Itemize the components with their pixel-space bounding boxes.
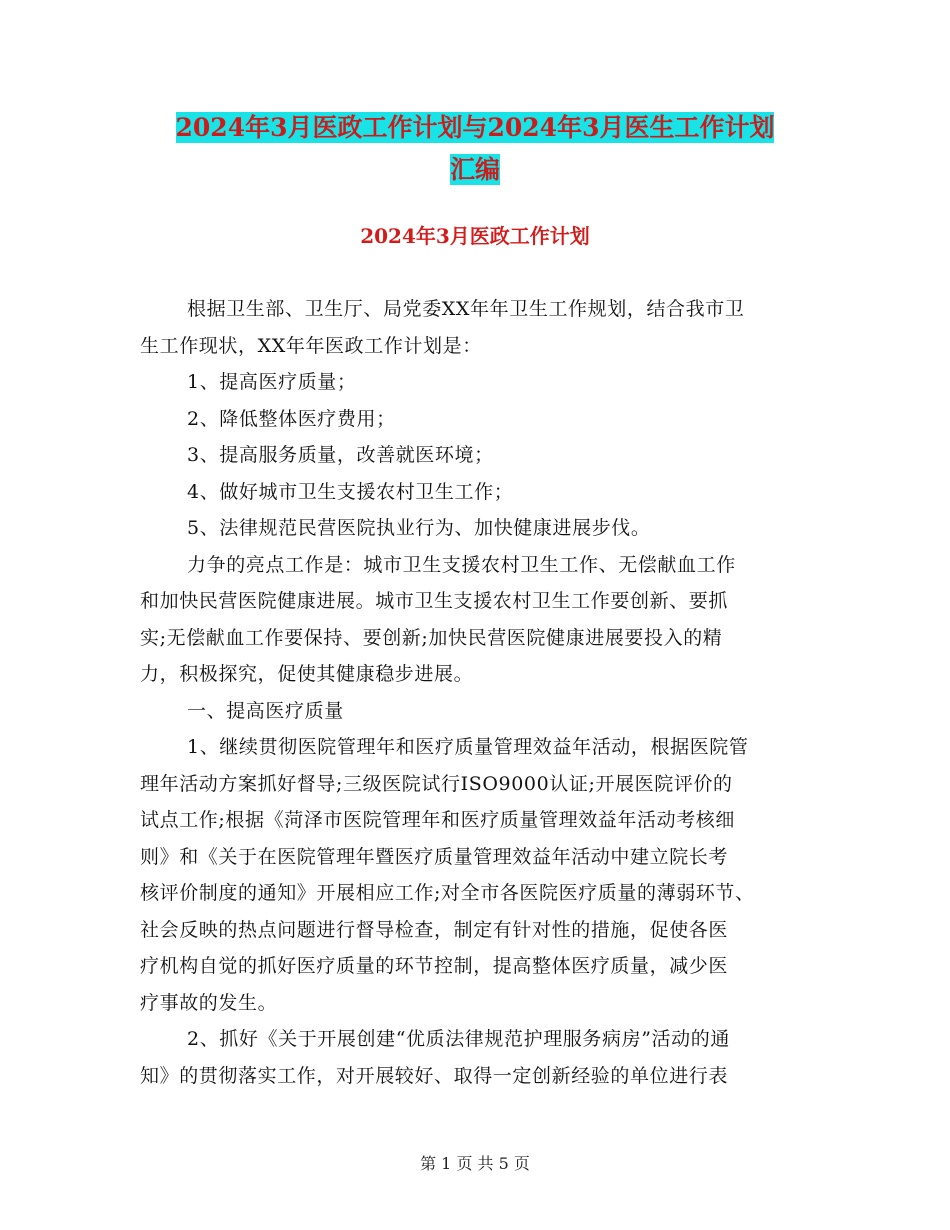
body-text-line: 5、法律规范民营医院执业行为、加快健康进展步伐。	[187, 517, 651, 539]
document-title-text: 2024年3月医政工作计划与2024年3月医生工作计划	[175, 113, 775, 142]
section-heading: 2024年3月医政工作计划	[360, 224, 590, 248]
body-text-line: 疗事故的发生。	[140, 991, 278, 1014]
document-title-text-continued: 汇编	[449, 155, 500, 184]
body-text-line: 和加快民营医院健康进展。城市卫生支援农村卫生工作要创新、要抓	[140, 590, 729, 612]
body-text-line: 一、提高医疗质量	[187, 699, 344, 722]
body-text-line: 理年活动方案抓好督导;三级医院试行ISO9000认证;开展医院评价的	[140, 772, 733, 795]
document-title-line-1	[0, 110, 950, 146]
body-text-line: 疗机构自觉的抓好医疗质量的环节控制，提高整体医疗质量，减少医	[140, 955, 729, 977]
body-text-line: 2、抓好《关于开展创建“优质法律规范护理服务病房”活动的通	[187, 1028, 730, 1050]
body-text-line: 3、提高服务质量，改善就医环境；	[187, 444, 494, 466]
body-text-line: 2、降低整体医疗费用；	[187, 407, 396, 430]
body-text-line: 力，积极探究，促使其健康稳步进展。	[140, 663, 474, 685]
body-text-line: 试点工作;根据《菏泽市医院管理年和医疗质量管理效益年活动考核细	[140, 809, 736, 831]
body-text-line: 知》的贯彻落实工作，对开展较好、取得一定创新经验的单位进行表	[140, 1064, 729, 1087]
document-title-line-2	[0, 152, 950, 188]
body-text-line: 实;无偿献血工作要保持、要创新;加快民营医院健康进展要投入的精	[140, 626, 723, 649]
body-text-line: 社会反映的热点问题进行督导检查，制定有针对性的措施，促使各医	[140, 918, 729, 941]
body-text-line: 1、提高医疗质量；	[187, 371, 357, 393]
body-text-line: 1、继续贯彻医院管理年和医疗质量管理效益年活动，根据医院管	[187, 736, 749, 758]
body-text-line: 根据卫生部、卫生厅、局党委XX年年卫生工作规划，结合我市卫	[187, 298, 745, 320]
body-text-line: 力争的亮点工作是：城市卫生支援农村卫生工作、无偿献血工作	[187, 553, 736, 576]
page-number-footer: 第 1 页 共 5 页	[420, 1154, 530, 1173]
body-text-line: 核评价制度的通知》开展相应工作;对全市各医院医疗质量的薄弱环节、	[140, 882, 755, 904]
body-text-line: 4、做好城市卫生支援农村卫生工作；	[187, 480, 514, 503]
body-text-line: 则》和《关于在医院管理年暨医疗质量管理效益年活动中建立院长考	[140, 845, 729, 868]
document-body	[140, 291, 820, 1094]
body-text-line: 生工作现状，XX年年医政工作计划是：	[140, 334, 482, 357]
